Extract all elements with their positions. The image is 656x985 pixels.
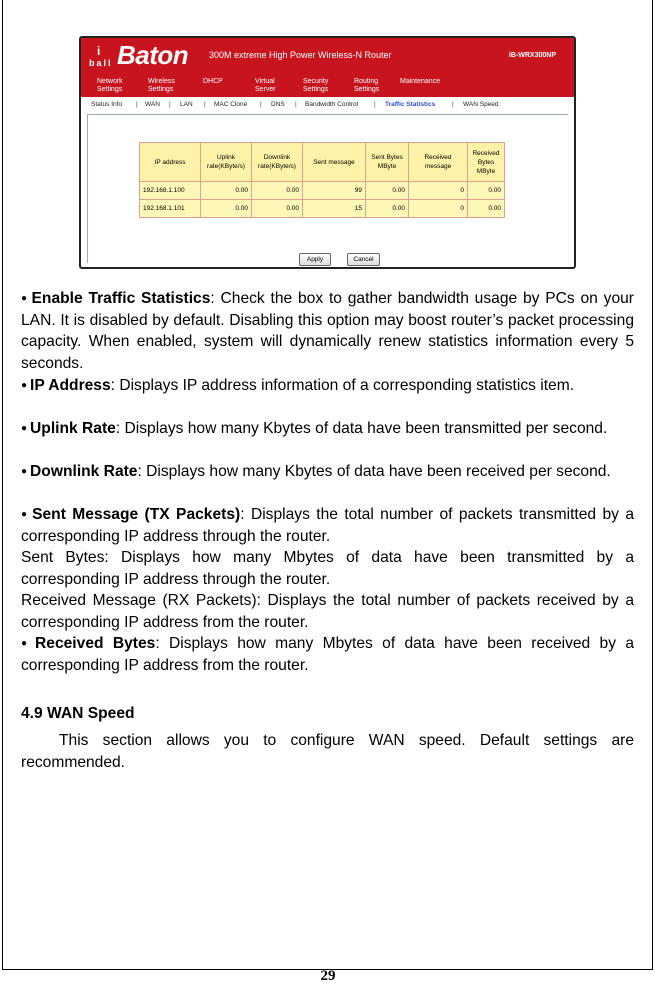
- cell-uplink: 0.00: [201, 182, 252, 200]
- paragraph-sent-bytes: Sent Bytes: Displays how many Mbytes of data have been transmitted by a corresponding IP address through the router.: [21, 549, 634, 588]
- paragraph-uplink-rate: [21, 418, 634, 440]
- cell-received-message: 0: [409, 182, 468, 200]
- tab-separator: |: [374, 101, 376, 108]
- cell-sent-bytes: 0.00: [366, 182, 409, 200]
- tab-wan[interactable]: WAN: [145, 101, 160, 108]
- paragraph-ip-address: [21, 375, 634, 397]
- nav-dhcp[interactable]: DHCP: [203, 78, 223, 85]
- page-number: 29: [320, 968, 336, 984]
- tab-separator: |: [204, 101, 206, 108]
- col-received-message: Received message: [409, 143, 468, 182]
- tab-lan[interactable]: LAN: [180, 101, 193, 108]
- cell-downlink: 0.00: [252, 200, 303, 218]
- description: : Displays how many Mbytes of data have been received by a corresponding IP address from the router.: [21, 635, 634, 674]
- product-tagline: 300M extreme High Power Wireless-N Router: [209, 50, 392, 60]
- paragraph-received-bytes: [21, 633, 634, 676]
- nav-security-settings[interactable]: Security Settings: [303, 78, 329, 93]
- bullet-icon: ●: [21, 380, 28, 391]
- cell-ip: 192.168.1.101: [140, 200, 201, 218]
- description: : Displays IP address information of a corresponding statistics item.: [110, 377, 575, 394]
- tab-separator: |: [136, 101, 138, 108]
- sub-tabs: [81, 101, 574, 113]
- table-header-row: [140, 143, 505, 182]
- cell-received-bytes: 0.00: [468, 182, 505, 200]
- brand-name: Baton: [117, 40, 189, 70]
- cell-sent-message: 15: [303, 200, 366, 218]
- description: : Displays how many Kbytes of data have been received per second.: [137, 463, 611, 480]
- section-paragraph: This section allows you to configure WAN speed. Default settings are recommended.: [21, 732, 634, 771]
- table-row: [140, 200, 505, 218]
- cell-received-bytes: 0.00: [468, 200, 505, 218]
- term: Downlink Rate: [30, 463, 138, 480]
- nav-virtual-server[interactable]: Virtual Server: [255, 78, 276, 93]
- col-received-bytes: Received Bytes MByte: [468, 143, 505, 182]
- col-uplink-rate: Uplink rate(KByte/s): [201, 143, 252, 182]
- nav-maintenance[interactable]: Maintenance: [400, 78, 441, 85]
- cell-uplink: 0.00: [201, 200, 252, 218]
- iball-logo: [87, 42, 119, 72]
- bullet-icon: ●: [21, 423, 28, 434]
- tab-traffic-statistics[interactable]: Traffic Statistics: [385, 101, 436, 108]
- col-downlink-rate: Downlink rate(KByte/s): [252, 143, 303, 182]
- tab-separator: |: [260, 101, 262, 108]
- paragraph-sent-message: [21, 504, 634, 547]
- tab-bandwidth-control[interactable]: Bandwidth Control: [305, 101, 359, 108]
- tab-separator: |: [169, 101, 171, 108]
- nav-wireless-settings[interactable]: Wireless Settings: [148, 78, 175, 93]
- tab-status-info[interactable]: Status Info: [91, 101, 123, 108]
- cell-sent-message: 99: [303, 182, 366, 200]
- paragraph-enable-traffic-statistics: [21, 288, 634, 375]
- section-heading: 4.9 WAN Speed: [21, 705, 135, 722]
- logo-i: i: [97, 44, 101, 58]
- table-row: [140, 182, 505, 200]
- bullet-icon: ●: [21, 293, 29, 304]
- cell-ip: 192.168.1.100: [140, 182, 201, 200]
- tab-separator: |: [452, 101, 454, 108]
- cell-downlink: 0.00: [252, 182, 303, 200]
- router-header: [81, 38, 574, 97]
- col-sent-message: Sent message: [303, 143, 366, 182]
- term: Uplink Rate: [30, 420, 116, 437]
- tab-dns[interactable]: DNS: [271, 101, 285, 108]
- description: : Check the box to gather bandwidth usage by PCs on your LAN. It is disabled by default. Disabling this option may boost router’s packet processing capacity. When enabled, system will dynamically renew statistics information every 5 seconds.: [21, 290, 634, 373]
- cell-sent-bytes: 0.00: [366, 200, 409, 218]
- cell-received-message: 0: [409, 200, 468, 218]
- tab-mac-clone[interactable]: MAC Clone: [214, 101, 248, 108]
- bullet-icon: ●: [21, 466, 28, 477]
- logo-ball: ball: [89, 58, 113, 68]
- paragraph-downlink-rate: [21, 461, 634, 483]
- term: Enable Traffic Statistics: [31, 290, 211, 307]
- model-number: iB-WRX300NP: [508, 52, 556, 59]
- bullet-icon: ●: [21, 638, 33, 649]
- content-border: [87, 114, 88, 263]
- tab-underline: [87, 114, 568, 115]
- tab-wan-speed[interactable]: WAN Speed: [463, 101, 499, 108]
- tab-separator: |: [295, 101, 297, 108]
- term: Received Bytes: [35, 635, 156, 652]
- traffic-statistics-table: [139, 142, 505, 218]
- term: Sent Message (TX Packets): [32, 506, 241, 523]
- router-screenshot: [79, 36, 576, 269]
- col-sent-bytes: Sent Bytes MByte: [366, 143, 409, 182]
- cancel-button[interactable]: Cancel: [347, 253, 380, 266]
- nav-routing-settings[interactable]: Routing Settings: [354, 78, 380, 93]
- description: : Displays the total number of packets transmitted by a corresponding IP address through the router.: [21, 506, 635, 545]
- nav-network-settings[interactable]: Network Settings: [97, 78, 123, 93]
- main-nav: [81, 78, 574, 96]
- description: : Displays how many Kbytes of data have been transmitted per second.: [115, 420, 608, 437]
- bullet-icon: ●: [21, 509, 30, 520]
- term: IP Address: [30, 377, 111, 394]
- apply-button[interactable]: Apply: [299, 253, 331, 266]
- paragraph-received-message: Received Message (RX Packets): Displays the total number of packets received by a corresponding IP address from the router.: [21, 592, 634, 631]
- col-ip-address: IP address: [140, 143, 201, 182]
